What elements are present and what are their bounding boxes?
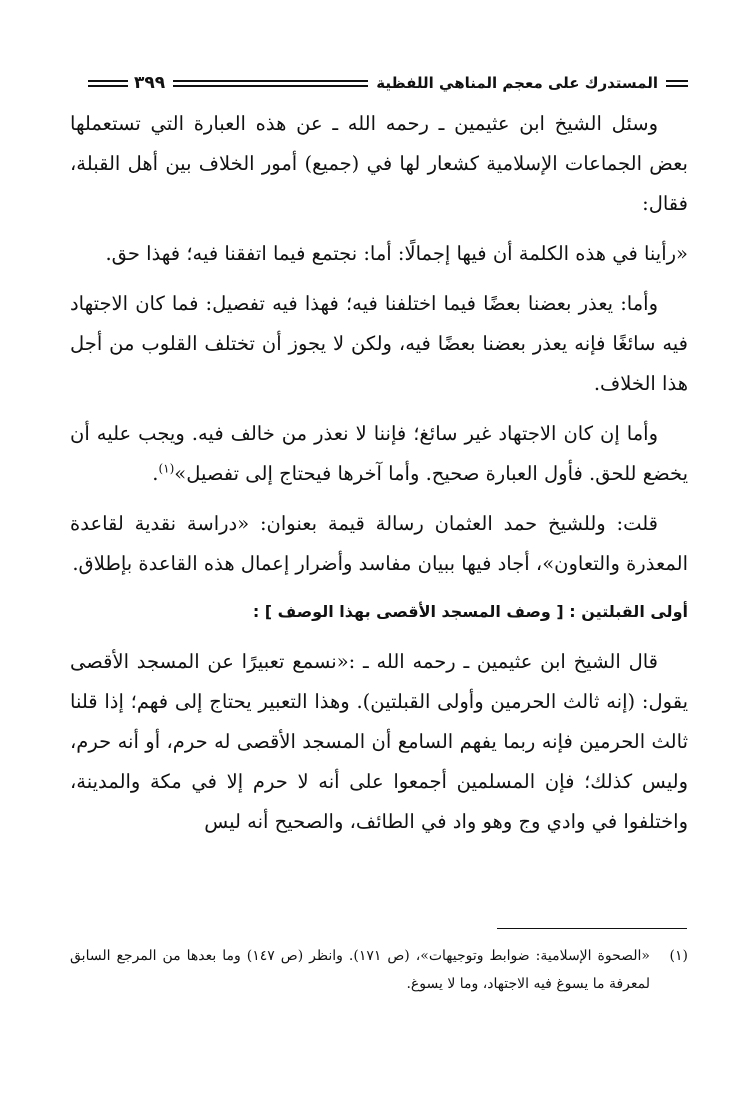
- quote-closing-period: .: [152, 462, 159, 485]
- header-rule-right: [666, 80, 688, 87]
- footnotes: [70, 942, 688, 998]
- footnote-number: (١): [669, 948, 688, 964]
- running-header: [88, 68, 688, 98]
- header-title: المستدرك على معجم المناهي اللفظية: [376, 74, 658, 92]
- paragraph-detail: وأما: يعذر بعضنا بعضًا فيما اختلفنا فيه؛ فهذا فيه تفصيل: فما كان الاجتهاد فيه سائغًا فإنه يعذر بعضنا بعضًا فيه، ولكن لا يجوز أن تختلف القلوب من أجل هذا الخلاف.: [70, 292, 688, 395]
- footnote-separator: [497, 928, 687, 929]
- paragraph-question: وسئل الشيخ ابن عثيمين ـ رحمه الله ـ عن هذه العبارة التي تستعملها بعض الجماعات الإسلامية كشعار لها في (جميع) أمور الخلاف بين أهل القبلة، فقال:: [70, 112, 688, 215]
- footnote-text: «الصحوة الإسلامية: ضوابط وتوجيهات»، (ص ١٧١). وانظر (ص ١٤٧) وما بعدها من المرجع السابق لمعرفة ما يسوغ فيه الاجتهاد، وما لا يسوغ.: [70, 948, 650, 992]
- quote-closing-text: وأما إن كان الاجتهاد غير سائغ؛ فإننا لا نعذر من خالف فيه. ويجب عليه أن يخضع للحق. فأول العبارة صحيح. وأما آخرها فيحتاج إلى تفصيل»: [70, 422, 688, 485]
- footnote-item: [70, 942, 688, 998]
- paragraph-quote-closing: [70, 414, 688, 494]
- paragraph-section-body: قال الشيخ ابن عثيمين ـ رحمه الله ـ :«نسمع تعبيرًا عن المسجد الأقصى يقول: (إنه ثالث الحرمين وأولى القبلتين). وهذا التعبير يحتاج إلى فهم؛ إذا قلنا ثالث الحرمين فإنه ربما يفهم السامع أن المسجد الأقصى له حرم، أو أنه حرم، وليس كذلك؛ فإن المسلمين أجمعوا على أنه لا حرم إلا في مكة والمدينة، واختلفوا في وادي وج وهو واد في الطائف، والصحيح أنه ليس: [70, 650, 688, 833]
- page-number: ٣٩٩: [134, 73, 166, 93]
- paragraph-quote-opening: «رأينا في هذه الكلمة أن فيها إجمالًا: أما: نجتمع فيما اتفقنا فيه؛ فهذا حق.: [105, 242, 688, 265]
- footnote-reference[interactable]: (١): [158, 461, 175, 476]
- header-rule-middle: [173, 80, 368, 87]
- page-body: [70, 104, 688, 852]
- section-heading: أولى القبلتين : [ وصف المسجد الأقصى بهذا الوصف ] :: [252, 602, 688, 621]
- header-rule-left: [88, 80, 128, 87]
- paragraph-comment: قلت: وللشيخ حمد العثمان رسالة قيمة بعنوان: «دراسة نقدية لقاعدة المعذرة والتعاون»، أجاد فيها ببيان مفاسد وأضرار إعمال هذه القاعدة بإطلاق.: [70, 512, 688, 575]
